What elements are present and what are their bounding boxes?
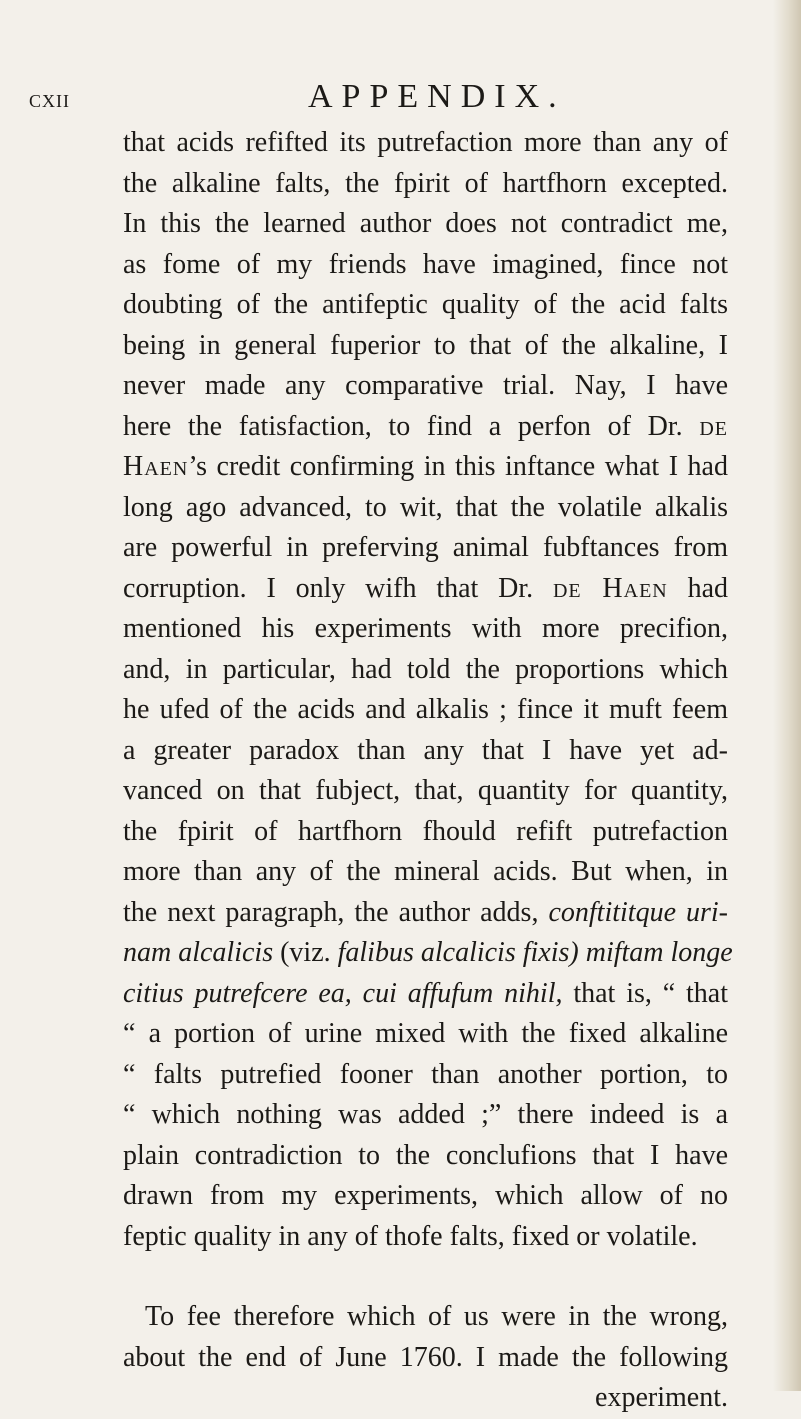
author-name: Haen [123,451,189,482]
latin-quote: conftititque uri- [548,896,729,928]
text-line: that acids refifted its putrefaction more than any of [123,127,728,158]
latin-quote: nam alcalicis [123,937,274,968]
text-line: plain contradiction to the conclufions that I have [123,1139,728,1171]
text-line: feptic quality in any of thofe falts, fixed or volatile. [123,1220,698,1252]
latin-quote: falibus alcalicis fixis) [337,937,579,968]
text-line: more than any of the mineral acids. But when, in [123,856,728,887]
text-line: Haen’s credit confirming in this inftance what I had [123,451,728,482]
latin-quote: cui affufum nihil, [362,977,563,1009]
text-line: nam alcalicis (viz. falibus alcalicis fixis) miftam longe [123,937,733,968]
latin-quote: miftam longe [585,937,733,968]
text-line: corruption. I only wifh that Dr. de Haen had [123,572,729,604]
text-line: doubting of the antifeptic quality of the acid falts [123,289,728,320]
text-line: a greater paradox than any that I have yet ad- [123,734,728,766]
text-line: being in general fuperior to that of the alkaline, I [123,329,728,361]
text-line: citius putrefcere ea, cui affufum nihil, that is, “ that [123,977,728,1009]
text-line: “ which nothing was added ;” there indeed is a [123,1099,728,1130]
running-head: APPENDIX. [308,78,566,115]
page-header [0,78,801,128]
text-line: “ falts putrefied fooner than another portion, to [123,1058,728,1090]
latin-quote: citius putrefcere ea, [123,977,352,1009]
text-line: In this the learned author does not contradict me, [123,208,728,239]
text-line: about the end of June 1760. I made the following [123,1341,728,1373]
text-line: never made any comparative trial. Nay, I have [123,370,728,401]
catchword: experiment. [595,1382,728,1413]
text-line: drawn from my experiments, which allow of no [123,1180,728,1211]
text-line: mentioned his experiments with more precifion, [123,613,728,644]
text-line: he ufed of the acids and alkalis ; fince it muft feem [123,694,728,725]
author-name: de [699,410,729,442]
page-edge-shadow [773,0,801,1391]
text-line: vanced on that fubject, that, quantity for quantity, [123,775,728,806]
text-line: are powerful in preferving animal fubftances from [123,532,728,563]
text-line: the alkaline falts, the fpirit of hartfhorn excepted. [123,167,728,199]
text-line: the fpirit of hartfhorn fhould refift putrefaction [123,815,728,847]
text-line: long ago advanced, to wit, that the volatile alkalis [123,491,728,523]
text-line: here the fatisfaction, to find a perfon of Dr. de [123,410,729,442]
text-line: the next paragraph, the author adds, conftititque uri- [123,896,729,928]
page-number: cxii [29,86,70,113]
author-name: de Haen [552,572,668,604]
text-line: as fome of my friends have imagined, fince not [123,248,728,280]
body-text [123,123,733,1419]
text-line: and, in particular, had told the proportions which [123,653,728,685]
text-line: To fee therefore which of us were in the wrong, [145,1301,728,1332]
text-line: “ a portion of urine mixed with the fixed alkaline [123,1018,728,1049]
